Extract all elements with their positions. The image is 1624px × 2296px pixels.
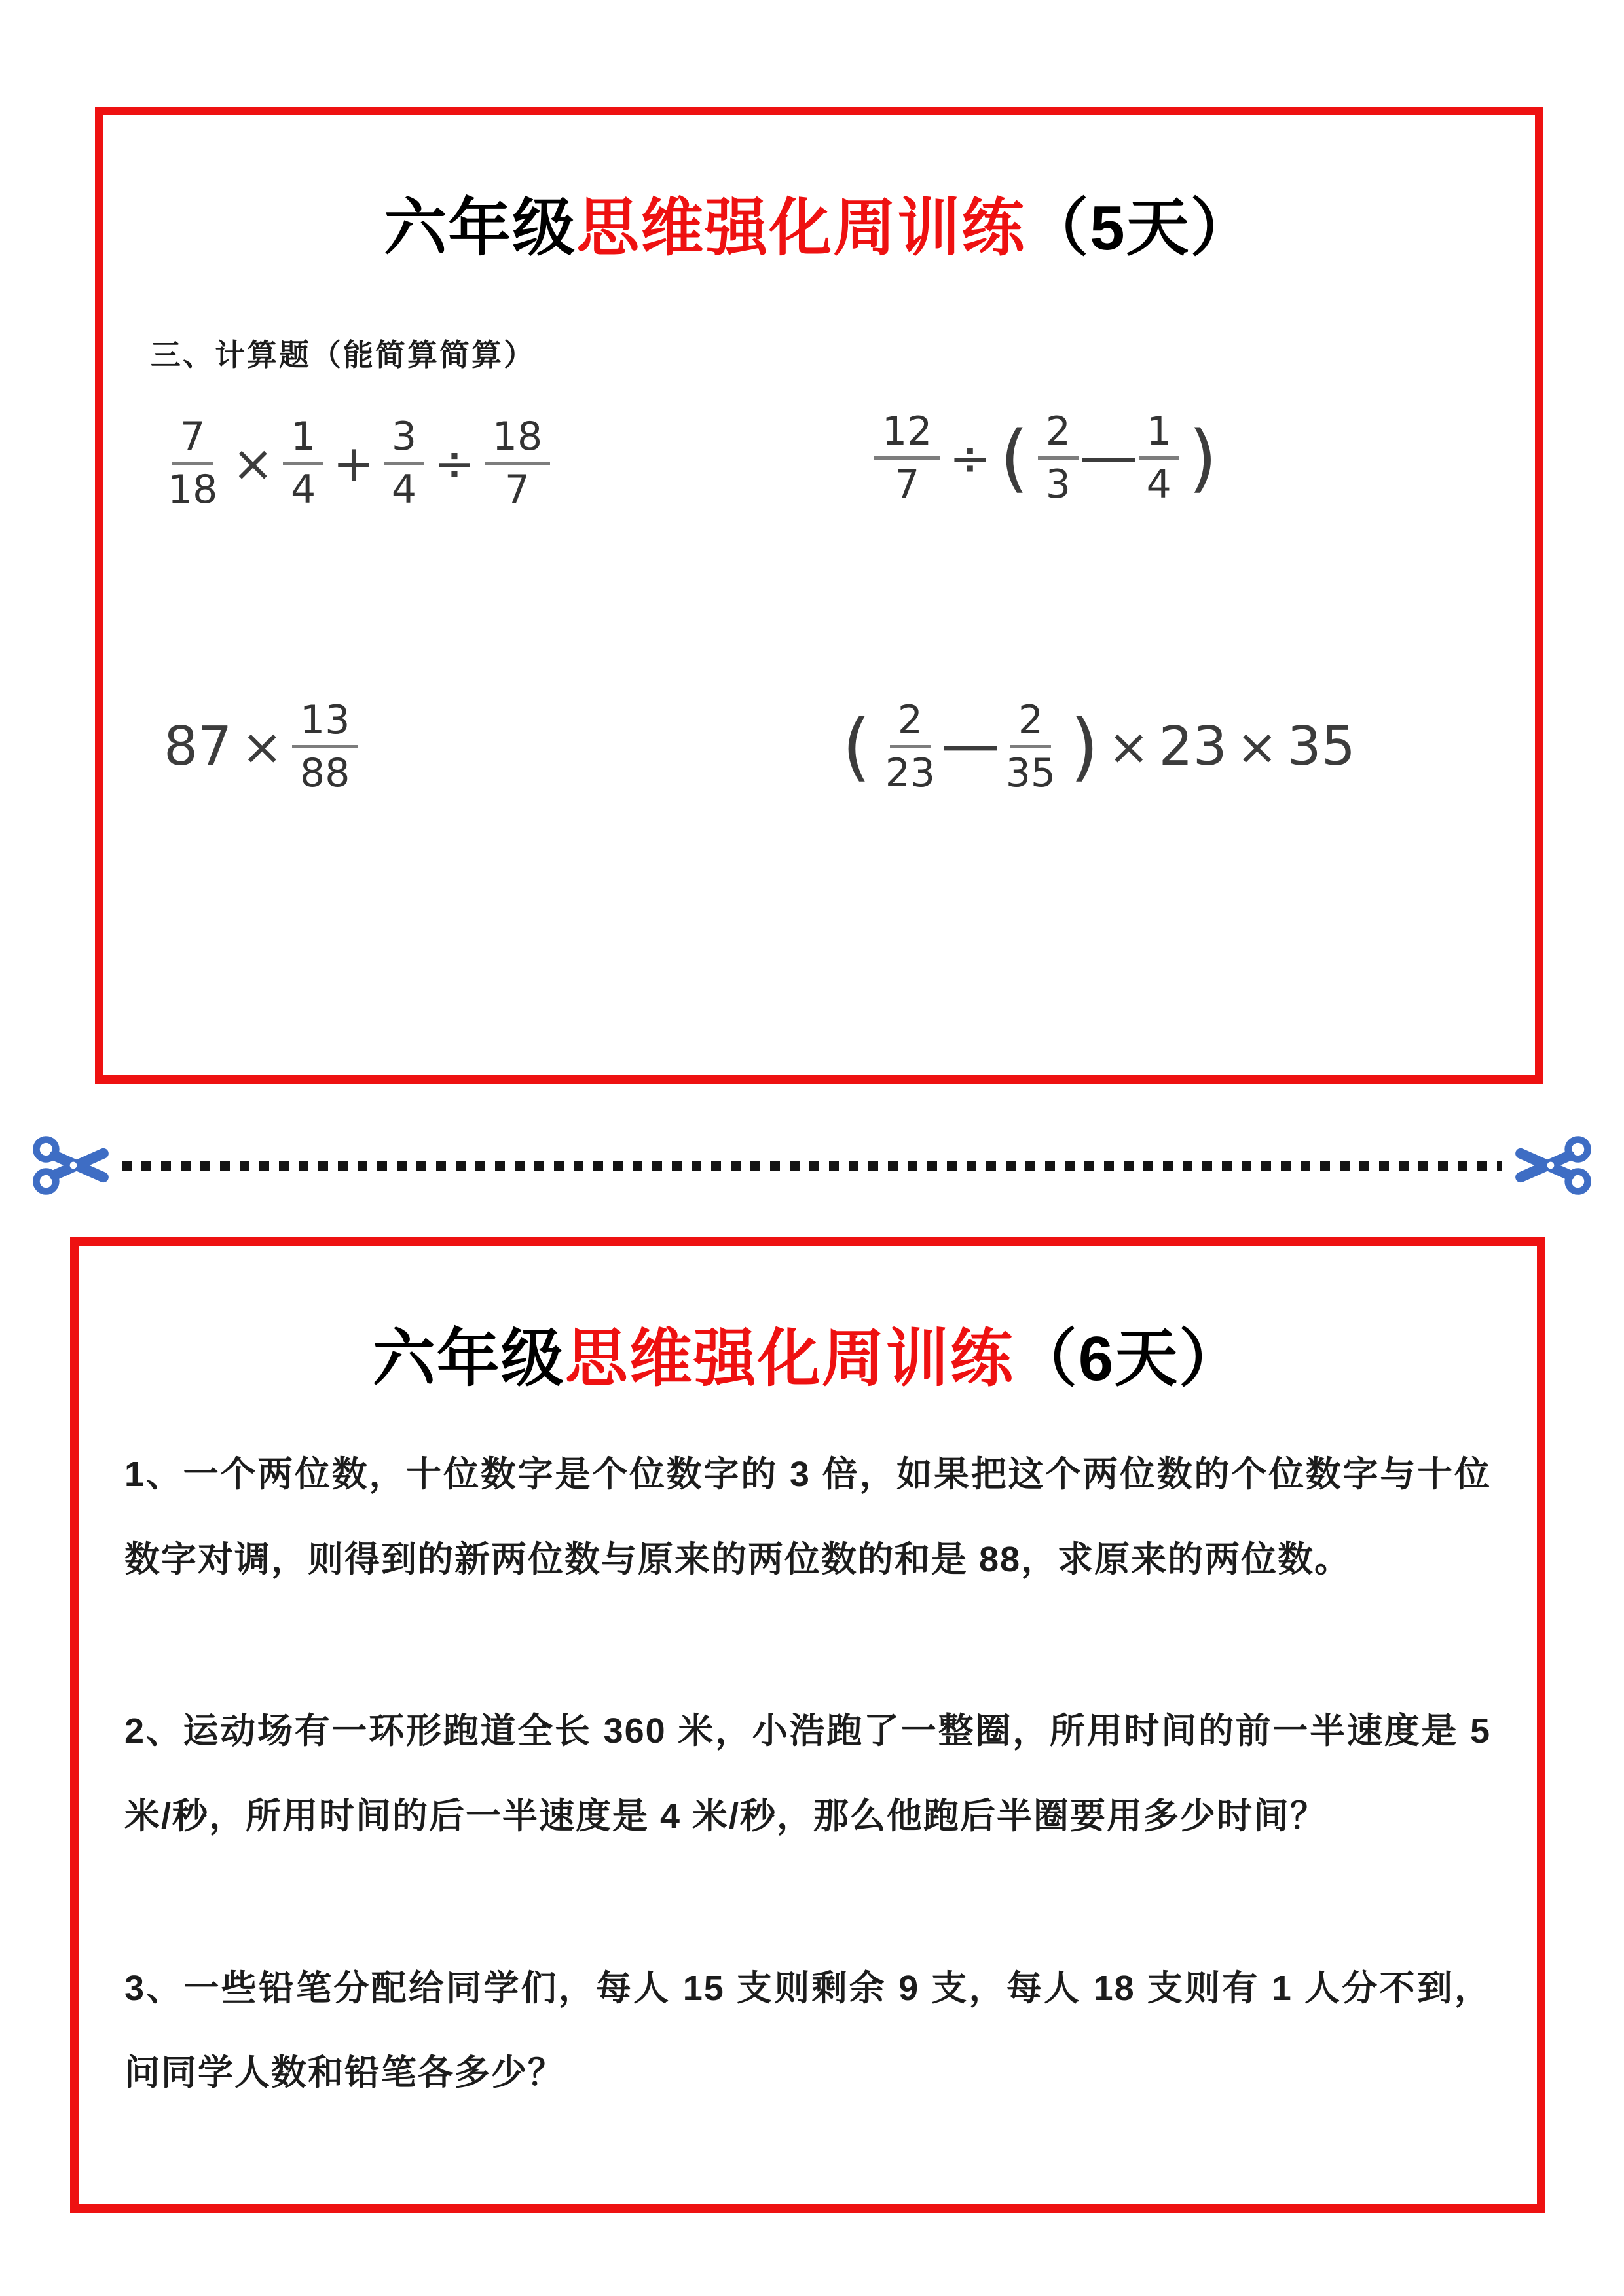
math-expression-1 [162, 413, 550, 513]
fraction-numerator: 7 [172, 413, 213, 465]
fraction-numerator: 13 [292, 697, 358, 748]
fraction-denominator: 35 [1005, 750, 1056, 796]
worksheet-sheet-day5 [95, 107, 1543, 1084]
fraction-numerator: 1 [1139, 408, 1179, 460]
fraction-denominator: 18 [168, 467, 218, 513]
title-day-count: （5天） [1025, 193, 1255, 263]
fraction-numerator: 2 [1010, 697, 1051, 748]
operator-glyph: × [1236, 718, 1278, 776]
fraction-denominator: 7 [895, 462, 920, 507]
title-highlight-text: 思维强化周训练 [564, 1324, 1014, 1394]
fraction-denominator: 4 [291, 467, 316, 513]
number-literal: 23 [1158, 716, 1227, 778]
operator-glyph: × [1107, 718, 1150, 776]
operator-glyph: × [241, 718, 284, 776]
number-literal: 35 [1287, 716, 1356, 778]
word-problem-3: 3、一些铅笔分配给同学们，每人 15 支则剩余 9 支，每人 18 支则有 1 人分不到，问同学人数和铅笔各多少？ [124, 1968, 1491, 2093]
title-day-count: （6天） [1014, 1324, 1244, 1394]
fraction [283, 413, 323, 513]
number-literal: 87 [164, 716, 232, 778]
fraction-denominator: 3 [1045, 462, 1071, 507]
fraction-numerator: 2 [1038, 408, 1079, 460]
worksheet-title-day6 [124, 1321, 1491, 1396]
word-problem-2: 2、运动场有一环形跑道全长 360 米，小浩跑了一整圈，所用时间的前一半速度是 5 米/秒，所用时间的后一半速度是 4 米/秒，那么他跑后半圈要用多少时间？ [124, 1711, 1491, 1836]
fraction-numerator: 2 [890, 697, 931, 748]
fraction [880, 697, 940, 797]
fraction [1001, 697, 1061, 797]
fraction-numerator: 1 [283, 413, 323, 465]
math-expression-4 [842, 697, 1356, 797]
dotted-cut-line [122, 1161, 1502, 1171]
section-heading-calculation: 三、计算题（能简算简算） [151, 338, 536, 373]
fraction [485, 413, 550, 513]
worksheet-title-day5 [103, 191, 1535, 266]
operator-glyph: ÷ [949, 429, 991, 487]
title-grade-text: 六年级 [372, 1324, 565, 1394]
math-expression-2 [874, 408, 1217, 508]
operator-glyph: + [333, 434, 375, 492]
fraction [874, 408, 940, 508]
fraction [292, 697, 358, 797]
cut-line-divider [31, 1117, 1593, 1214]
word-problem-1: 1、一个两位数，十位数字是个位数字的 3 倍，如果把这个两位数的个位数字与十位数字对调，则得到的新两位数与原来的两位数的和是 88，求原来的两位数。 [124, 1455, 1491, 1579]
operator-glyph: × [232, 434, 274, 492]
fraction [1038, 408, 1079, 508]
fraction-numerator: 12 [874, 408, 940, 460]
fraction-denominator: 7 [504, 467, 530, 513]
fraction [384, 413, 424, 513]
paren-glyph: ) [1188, 415, 1217, 501]
fraction [1139, 408, 1179, 508]
scissors-left-icon [31, 1123, 115, 1207]
worksheet-sheet-day6 [70, 1237, 1545, 2213]
fraction-denominator: 88 [300, 750, 350, 796]
operator-glyph: ÷ [434, 434, 475, 492]
word-problem-list [124, 1432, 1491, 2116]
title-highlight-text: 思维强化周训练 [576, 193, 1026, 263]
fraction [162, 413, 223, 513]
fraction-denominator: 23 [885, 750, 936, 796]
paren-glyph: ( [1000, 415, 1029, 501]
math-expression-3 [164, 697, 358, 797]
scissors-right-icon [1509, 1123, 1593, 1207]
operator-glyph: − [1073, 429, 1144, 487]
fraction-numerator: 3 [384, 413, 424, 465]
fraction-numerator: 18 [485, 413, 550, 465]
paren-glyph: ) [1070, 704, 1099, 790]
title-grade-text: 六年级 [384, 193, 577, 263]
operator-glyph: − [934, 718, 1006, 776]
fraction-denominator: 4 [391, 467, 417, 513]
paren-glyph: ( [842, 704, 871, 790]
fraction-denominator: 4 [1146, 462, 1172, 507]
